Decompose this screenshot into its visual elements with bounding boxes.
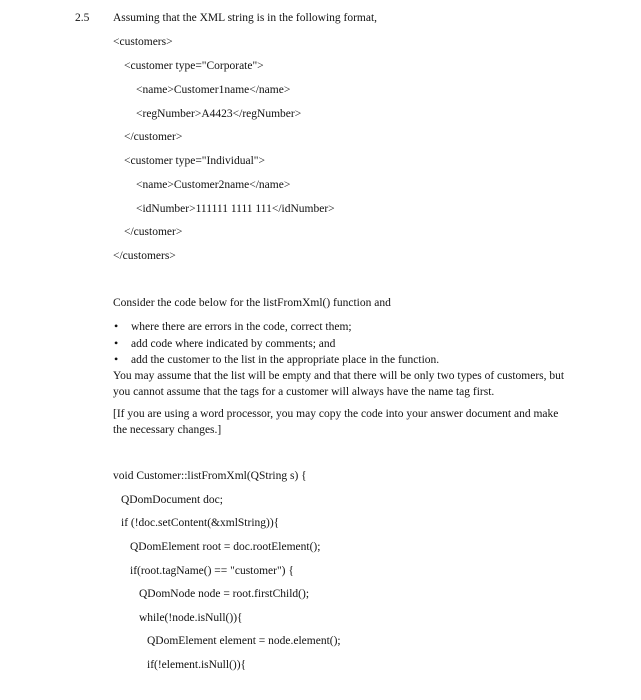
section-number: 2.5	[75, 12, 90, 24]
code-line: QDomDocument doc;	[121, 494, 223, 506]
xml-line: <customer type="Individual">	[124, 155, 265, 167]
xml-line: <name>Customer2name</name>	[136, 179, 291, 191]
xml-line: <customers>	[113, 36, 173, 48]
bullet-item: add code where indicated by comments; and	[131, 338, 336, 350]
consider-text: Consider the code below for the listFromXml() function and	[113, 297, 391, 309]
xml-line: </customer>	[124, 131, 183, 143]
xml-line: <regNumber>A4423</regNumber>	[136, 108, 302, 120]
code-line: if(!element.isNull()){	[147, 659, 247, 671]
word-processor-note: the necessary changes.]	[113, 424, 222, 436]
section-intro: Assuming that the XML string is in the following format,	[113, 12, 378, 24]
code-line: QDomNode node = root.firstChild();	[139, 588, 310, 600]
bullet-icon: •	[114, 319, 119, 333]
code-line: QDomElement element = node.element();	[147, 635, 341, 647]
bullet-icon: •	[114, 336, 119, 350]
bullet-item: where there are errors in the code, correct them;	[131, 321, 352, 333]
assume-text-line: You may assume that the list will be empty and that there will be only two types of customers, but	[113, 370, 565, 382]
bullet-item: add the customer to the list in the appropriate place in the function.	[131, 354, 440, 366]
code-line: if(root.tagName() == "customer") {	[130, 565, 294, 577]
code-line: void Customer::listFromXml(QString s) {	[113, 470, 307, 482]
xml-line: <name>Customer1name</name>	[136, 84, 291, 96]
xml-line: <idNumber>111111 1111 111</idNumber>	[136, 203, 335, 215]
word-processor-note: [If you are using a word processor, you may copy the code into your answer document and make	[113, 408, 559, 420]
code-line: QDomElement root = doc.rootElement();	[130, 541, 321, 553]
xml-line: </customers>	[113, 250, 176, 262]
bullet-icon: •	[114, 352, 119, 366]
xml-line: </customer>	[124, 226, 183, 238]
code-line: if (!doc.setContent(&xmlString)){	[121, 517, 280, 529]
xml-line: <customer type="Corporate">	[124, 60, 264, 72]
code-line: while(!node.isNull()){	[139, 612, 243, 624]
assume-text-line: you cannot assume that the tags for a customer will always have the name tag first.	[113, 386, 495, 398]
